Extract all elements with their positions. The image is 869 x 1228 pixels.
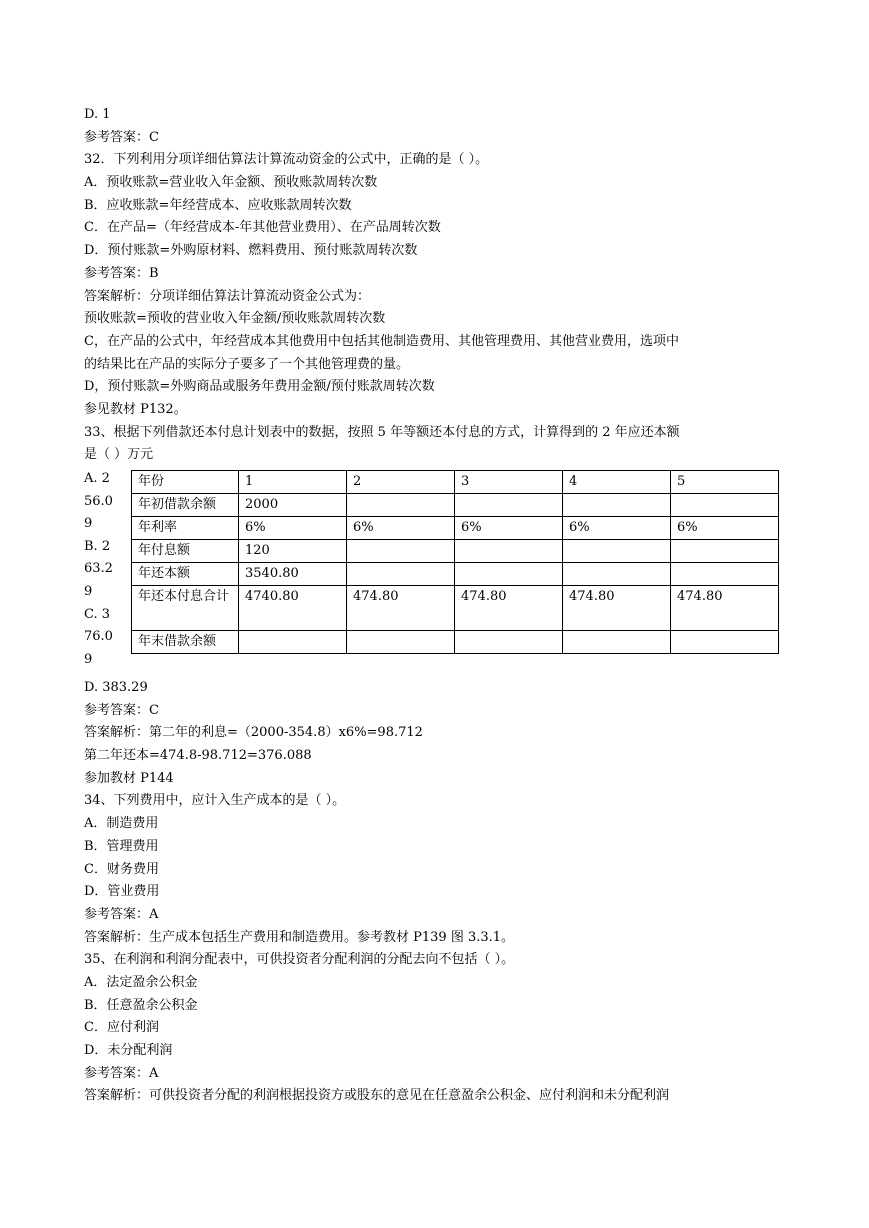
table-cell: 3540.80 <box>239 563 347 586</box>
table-cell <box>563 494 671 517</box>
text-line: A．制造费用 <box>84 816 159 832</box>
row-label: 年利率 <box>132 517 239 540</box>
table-row <box>132 631 779 654</box>
table-cell: 6% <box>563 517 671 540</box>
table-row <box>132 517 779 540</box>
table-cell: 6% <box>671 517 779 540</box>
option-fragment: B. 2 <box>84 538 111 554</box>
table-cell: 474.80 <box>671 586 779 631</box>
table-cell: 2000 <box>239 494 347 517</box>
text-line: D. 1 <box>84 107 111 122</box>
text-line: 第二年还本=474.8-98.712=376.088 <box>84 748 312 764</box>
row-label: 年还本付息合计 <box>132 586 239 631</box>
table-cell <box>563 540 671 563</box>
text-line: 答案解析：可供投资者分配的利润根据投资方或股东的意见在任意盈余公积金、应付利润和未分配利润 <box>84 1088 670 1104</box>
text-line: 参考答案：C <box>84 702 159 718</box>
table-cell <box>455 631 563 654</box>
text-line: A．法定盈余公积金 <box>84 974 198 990</box>
table-cell: 4740.80 <box>239 586 347 631</box>
question-33-options-and-table <box>84 468 784 677</box>
table-cell: 474.80 <box>563 586 671 631</box>
table-cell: 120 <box>239 540 347 563</box>
text-line: 参考答案：A <box>84 906 159 922</box>
table-row <box>132 586 779 631</box>
table-cell: 6% <box>347 517 455 540</box>
table-cell <box>347 494 455 517</box>
text-line: B．任意盈余公积金 <box>84 997 198 1013</box>
text-block-after-table <box>84 677 784 1108</box>
table-cell <box>347 631 455 654</box>
table-cell: 2 <box>347 471 455 494</box>
table-cell: 6% <box>455 517 563 540</box>
option-fragment: 76.0 <box>84 629 113 645</box>
text-line: 答案解析：第二年的利息=（2000-354.8）x6%=98.712 <box>84 725 423 741</box>
text-line: 33、根据下列借款还本付息计划表中的数据，按照 5 年等额还本付息的方式，计算得到的 2 年应还本额 <box>84 424 680 440</box>
option-fragment: A. 2 <box>84 471 110 486</box>
row-label: 年付息额 <box>132 540 239 563</box>
text-line: 参加教材 P144 <box>84 770 174 786</box>
text-line: 32．下列利用分项详细估算法计算流动资金的公式中，正确的是（ ）。 <box>84 152 489 168</box>
text-line: 34、下列费用中，应计入生产成本的是（ ）。 <box>84 793 346 809</box>
table-row <box>132 494 779 517</box>
text-line: 参考答案：C <box>84 129 159 145</box>
table-row <box>132 563 779 586</box>
loan-repayment-table <box>131 470 779 654</box>
option-fragment: 9 <box>84 516 93 532</box>
text-line: 参考答案：A <box>84 1065 159 1081</box>
question-33-options <box>84 468 128 671</box>
text-block-before-table <box>84 104 784 467</box>
text-line: C．应付利润 <box>84 1020 159 1036</box>
text-line: D. 383.29 <box>84 680 148 695</box>
table-cell <box>671 563 779 586</box>
option-fragment: 63.2 <box>84 561 113 577</box>
option-fragment: 9 <box>84 651 93 667</box>
table-cell: 474.80 <box>347 586 455 631</box>
document-page <box>84 104 784 1108</box>
text-line: 的结果比在产品的实际分子要多了一个其他管理费的量。 <box>84 356 410 372</box>
table-cell: 5 <box>671 471 779 494</box>
option-fragment: C. 3 <box>84 606 111 622</box>
text-line: 是（ ）万元 <box>84 447 154 463</box>
table-cell <box>455 563 563 586</box>
text-line: 答案解析：生产成本包括生产费用和制造费用。参考教材 P139 图 3.3.1。 <box>84 929 515 945</box>
option-fragment: 9 <box>84 583 93 599</box>
table-cell <box>239 631 347 654</box>
table-cell <box>671 494 779 517</box>
text-line: B．管理费用 <box>84 838 159 854</box>
text-line: B．应收账款=年经营成本、应收账款周转次数 <box>84 197 352 213</box>
text-line: 参考答案：B <box>84 265 159 281</box>
table-cell <box>671 631 779 654</box>
row-label: 年初借款余额 <box>132 494 239 517</box>
table-cell <box>455 494 563 517</box>
row-label: 年末借款余额 <box>132 631 239 654</box>
text-line: D．管业费用 <box>84 884 160 900</box>
option-fragment: 56.0 <box>84 493 113 509</box>
table-row <box>132 471 779 494</box>
text-line: D．预付账款=外购原材料、燃料费用、预付账款周转次数 <box>84 243 418 259</box>
text-line: 预收账款=预收的营业收入年金额/预收账款周转次数 <box>84 311 386 327</box>
text-line: D，预付账款=外购商品或服务年费用金额/预付账款周转次数 <box>84 379 435 395</box>
text-line: C，在产品的公式中，年经营成本其他费用中包括其他制造费用、其他管理费用、其他营业费用，选项中 <box>84 333 679 349</box>
table-cell: 4 <box>563 471 671 494</box>
table-cell <box>347 563 455 586</box>
text-line: 35、在利润和利润分配表中，可供投资者分配利润的分配去向不包括（ ）。 <box>84 952 515 968</box>
table-row <box>132 540 779 563</box>
text-line: D．未分配利润 <box>84 1043 173 1058</box>
table-cell <box>563 631 671 654</box>
text-line: C．在产品=（年经营成本-年其他营业费用）、在产品周转次数 <box>84 220 441 236</box>
text-line: 答案解析：分项详细估算法计算流动资金公式为： <box>84 288 371 304</box>
text-line: 参见教材 P132。 <box>84 401 187 417</box>
text-line: A．预收账款=营业收入年金额、预收账款周转次数 <box>84 175 378 191</box>
table-cell: 3 <box>455 471 563 494</box>
table-cell <box>563 563 671 586</box>
table-cell: 6% <box>239 517 347 540</box>
table-cell: 474.80 <box>455 586 563 631</box>
text-line: C．财务费用 <box>84 861 159 877</box>
table-cell: 1 <box>239 471 347 494</box>
table-cell <box>455 540 563 563</box>
table-cell <box>347 540 455 563</box>
row-label: 年还本额 <box>132 563 239 586</box>
table-cell <box>671 540 779 563</box>
row-label: 年份 <box>132 471 239 494</box>
